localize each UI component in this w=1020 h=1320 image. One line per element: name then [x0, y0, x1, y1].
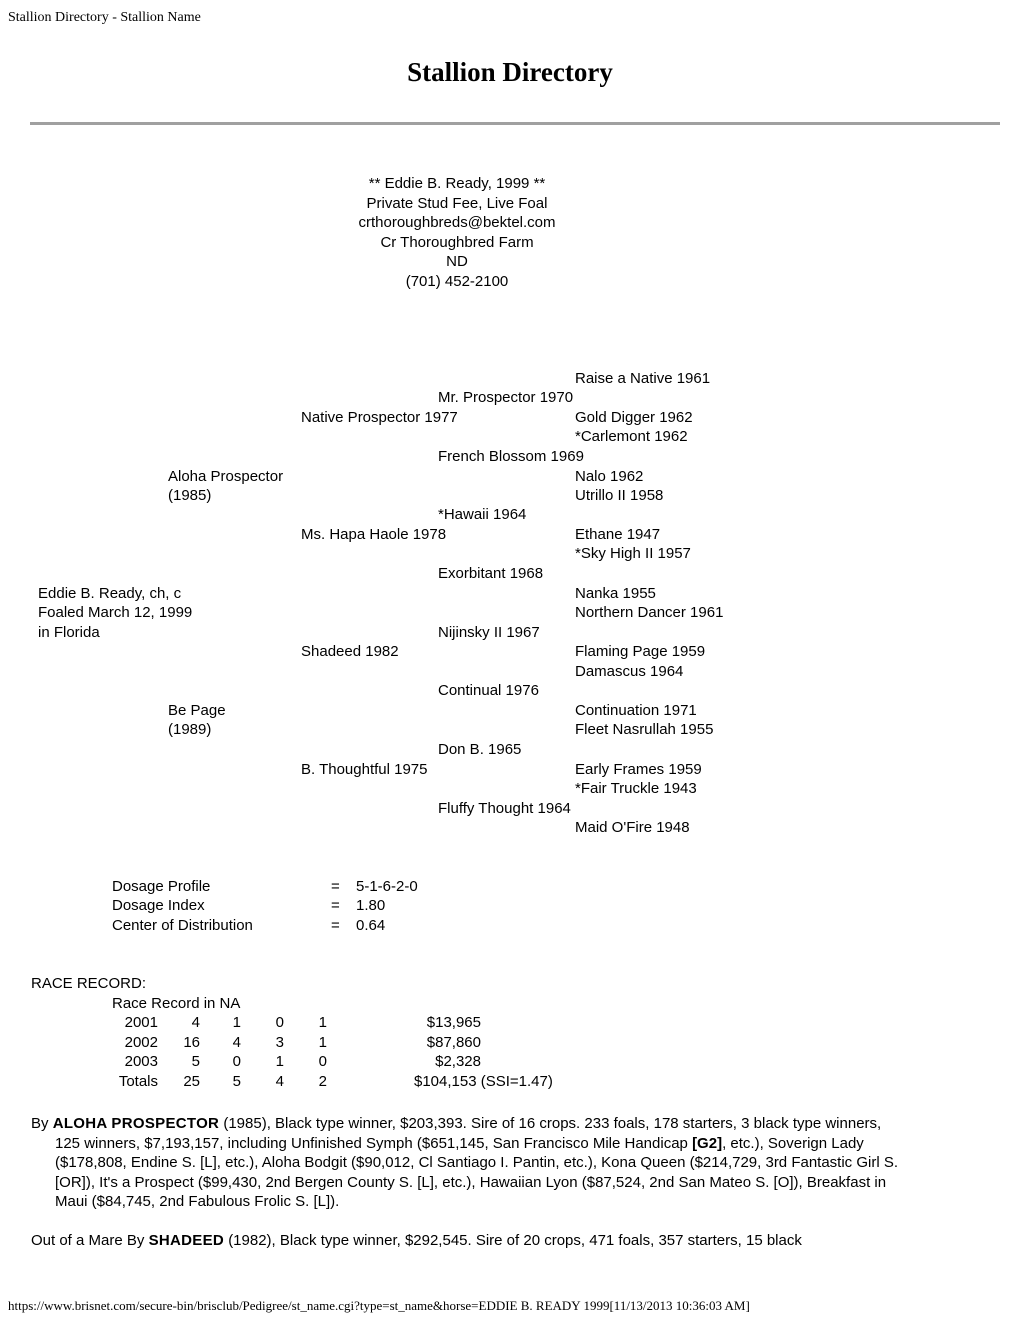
race-starts: 4 [191, 1014, 200, 1031]
race-seconds: 3 [275, 1034, 284, 1051]
race-year: 2003 [124, 1053, 158, 1070]
race-seconds: 4 [275, 1073, 284, 1090]
stallion-heading: ** Eddie B. Ready, 1999 ** [368, 175, 546, 192]
sire-name: ALOHA PROSPECTOR [52, 1115, 220, 1132]
pedigree-ancestor: Ethane 1947 [575, 526, 661, 543]
pedigree-ancestor: *Sky High II 1957 [575, 545, 691, 562]
pedigree-ancestor: Utrillo II 1958 [575, 487, 664, 504]
race-starts: 16 [183, 1034, 200, 1051]
race-wins: 1 [232, 1014, 241, 1031]
race-thirds: 2 [318, 1073, 327, 1090]
pedigree-ancestor: Early Frames 1959 [575, 761, 702, 778]
dosage-value: 5-1-6-2-0 [356, 878, 418, 895]
race-thirds: 1 [318, 1014, 327, 1031]
grade-badge: [G2] [692, 1134, 723, 1152]
race-thirds: 1 [318, 1034, 327, 1051]
dosage-label: Center of Distribution [112, 917, 253, 934]
race-wins: 5 [232, 1073, 241, 1090]
race-starts: 5 [191, 1053, 200, 1070]
pedigree-grandsire: *Hawaii 1964 [438, 506, 527, 523]
pedigree-ancestor: Northern Dancer 1961 [575, 604, 724, 621]
pedigree-grandsire: Mr. Prospector 1970 [438, 389, 574, 406]
dosage-equals: = [331, 897, 340, 914]
sire-description [31, 1114, 901, 1212]
pedigree-grandsire: Nijinsky II 1967 [438, 624, 540, 641]
pedigree-subject-foaled: Foaled March 12, 1999 [38, 604, 193, 621]
pedigree-parent-sire: Native Prospector 1977 [301, 409, 458, 426]
pedigree-ancestor: *Carlemont 1962 [575, 428, 688, 445]
page-caption: Stallion Directory - Stallion Name [8, 10, 201, 25]
horizontal-rule [30, 122, 1000, 125]
pedigree-dam-name: Be Page [168, 702, 226, 719]
sire-text-continued: , etc.), Soverign Lady ($178,808, Endine S. [L], etc.), Aloha Bodgit ($90,012, Cl Santiago I. Pantin, etc.), Kona Queen ($214,729, 3rd Fantastic Girl S. [OR]), It's a Prospect ($99,430, 2nd Bergen County S. [L], etc.), Hawaiian Lyon ($87,524, 2nd San Mateo S. [O]), Breakfast in Maui ($84,745, 2nd Fabulous Frolic S. [L]). [55, 1134, 899, 1210]
race-earnings: $87,860 [426, 1034, 481, 1051]
sire-text: (1985), Black type winner, $203,393. Sire of 16 crops. 233 foals, 178 starters, 3 black type winners, 125 winners, $7,193,157, including Unfinished Symph ($651,145, San Francisco Mile Handicap [55, 1115, 882, 1152]
pedigree-ancestor: *Fair Truckle 1943 [575, 780, 697, 797]
damsire-prefix: Out of a Mare By [31, 1232, 145, 1249]
pedigree-parent-sire: Shadeed 1982 [301, 643, 399, 660]
pedigree-ancestor: Gold Digger 1962 [575, 409, 693, 426]
race-wins: 4 [232, 1034, 241, 1051]
pedigree-dam-year: (1989) [168, 721, 212, 738]
race-year: 2002 [124, 1034, 158, 1051]
race-starts: 25 [183, 1073, 200, 1090]
contact-block [0, 174, 914, 291]
pedigree-subject-name: Eddie B. Ready, ch, c [38, 585, 182, 602]
contact-email: crthoroughbreds@bektel.com [358, 214, 556, 231]
pedigree-ancestor: Fleet Nasrullah 1955 [575, 721, 714, 738]
race-year: 2001 [124, 1014, 158, 1031]
dosage-label: Dosage Index [112, 897, 205, 914]
race-record-heading: RACE RECORD: [31, 975, 147, 992]
pedigree-granddam: Fluffy Thought 1964 [438, 800, 571, 817]
race-thirds: 0 [318, 1053, 327, 1070]
farm-name: Cr Thoroughbred Farm [380, 233, 534, 251]
pedigree-ancestor: Raise a Native 1961 [575, 370, 711, 387]
pedigree-ancestor: Continuation 1971 [575, 702, 697, 719]
pedigree-ancestor: Maid O'Fire 1948 [575, 819, 690, 836]
race-seconds: 1 [275, 1053, 284, 1070]
damsire-name: SHADEED [148, 1232, 225, 1249]
sire-prefix: By [31, 1115, 49, 1132]
footer-url: https://www.brisnet.com/secure-bin/brisclub/Pedigree/st_name.cgi?type=st_name&horse=EDDIE B. READY 1999[11/13/2013 10:36:03 AM] [8, 1298, 750, 1313]
farm-phone: (701) 452-2100 [405, 272, 509, 290]
pedigree-granddam: French Blossom 1969 [438, 448, 584, 465]
pedigree-ancestor: Flaming Page 1959 [575, 643, 706, 660]
pedigree-parent-dam: B. Thoughtful 1975 [301, 761, 428, 778]
dosage-value: 1.80 [356, 897, 386, 914]
race-wins: 0 [232, 1053, 241, 1070]
race-earnings: $13,965 [426, 1014, 481, 1031]
race-earnings: $2,328 [435, 1053, 481, 1070]
pedigree-ancestor: Nanka 1955 [575, 585, 656, 602]
pedigree-sire-year: (1985) [168, 487, 212, 504]
dosage-value: 0.64 [356, 917, 386, 934]
pedigree-subject-place: in Florida [38, 624, 100, 641]
damsire-text: (1982), Black type winner, $292,545. Sire of 20 crops, 471 foals, 357 starters, 15 black [228, 1232, 802, 1249]
dosage-equals: = [331, 878, 340, 895]
pedigree-granddam: Exorbitant 1968 [438, 565, 544, 582]
pedigree-granddam: Continual 1976 [438, 682, 539, 699]
dosage-equals: = [331, 917, 340, 934]
race-seconds: 0 [275, 1014, 284, 1031]
race-totals-label: Totals [118, 1073, 158, 1090]
pedigree-ancestor: Nalo 1962 [575, 468, 644, 485]
race-record-subheading: Race Record in NA [112, 995, 241, 1012]
pedigree-ancestor: Damascus 1964 [575, 663, 684, 680]
dosage-label: Dosage Profile [112, 878, 211, 895]
farm-state: ND [446, 253, 468, 270]
stud-fee: Private Stud Fee, Live Foal [366, 194, 548, 212]
pedigree-parent-dam: Ms. Hapa Haole 1978 [301, 526, 447, 543]
pedigree-grandsire: Don B. 1965 [438, 741, 522, 758]
damsire-description [31, 1231, 901, 1251]
race-earnings-total: $104,153 (SSI=1.47) [414, 1073, 553, 1090]
page-title: Stallion Directory [407, 57, 613, 87]
pedigree-sire-name: Aloha Prospector [168, 468, 284, 485]
